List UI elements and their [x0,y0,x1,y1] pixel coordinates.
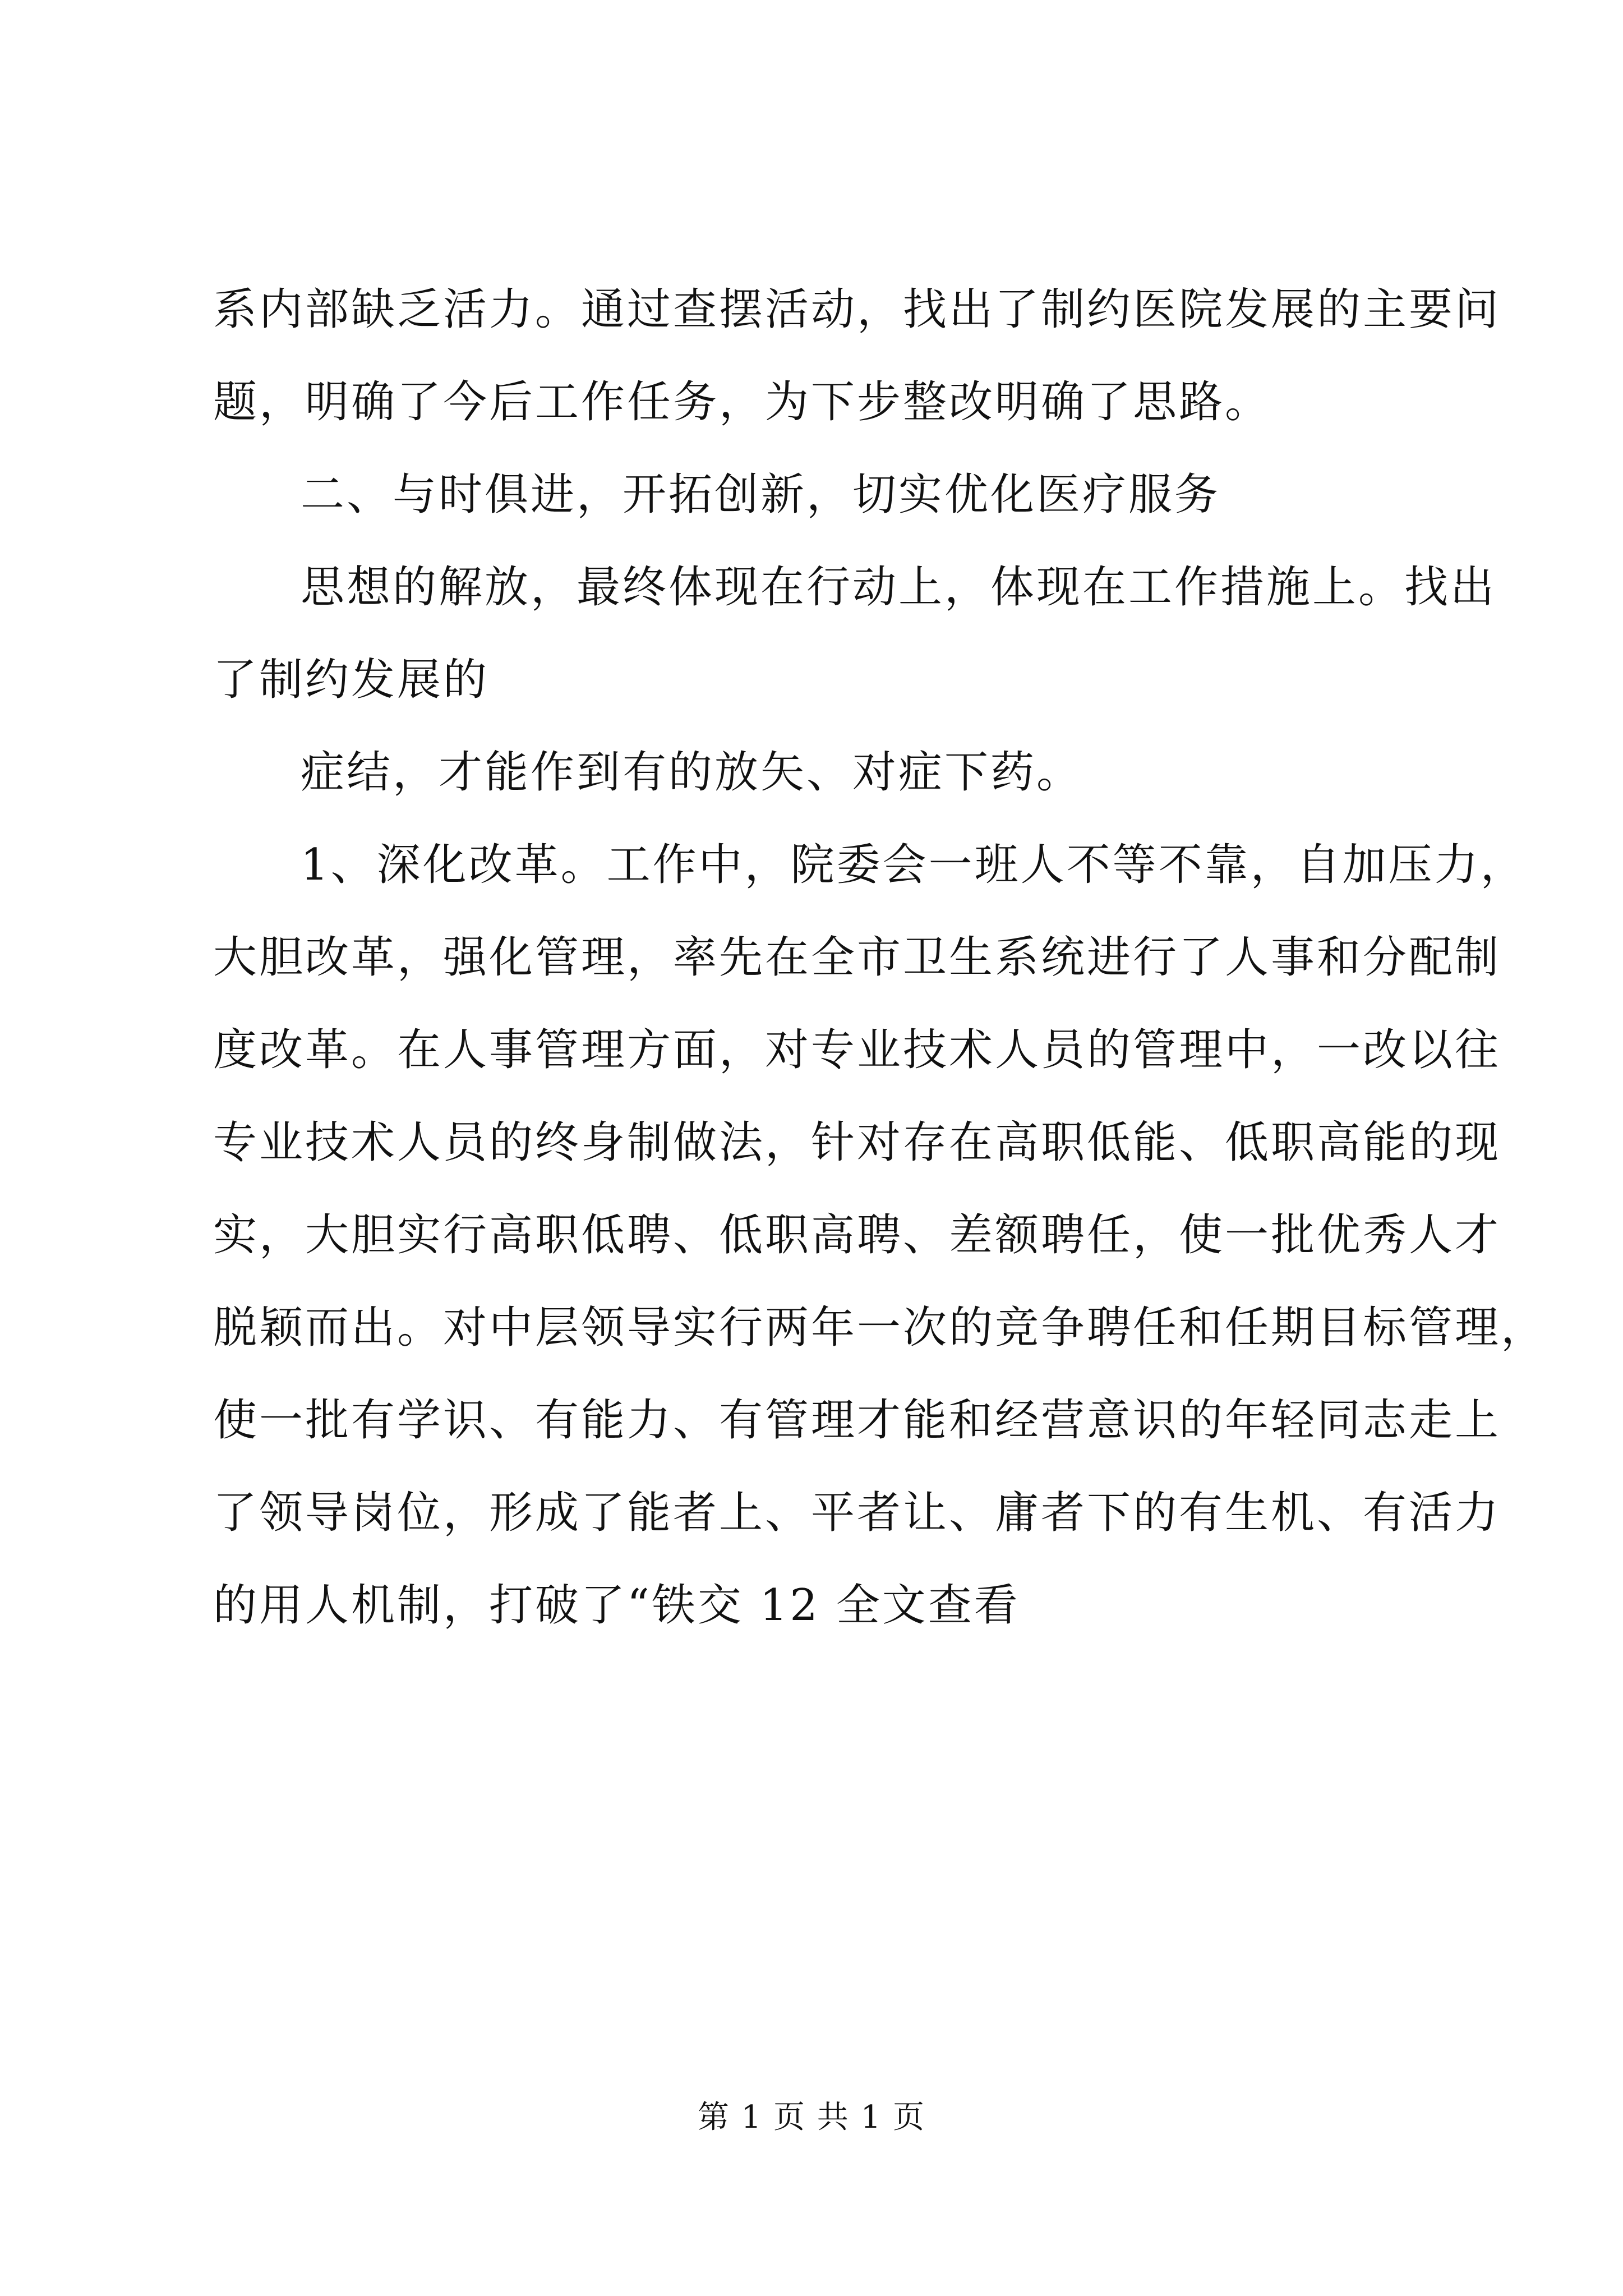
body-line: 使一批有学识、有能力、有管理才能和经营意识的年轻同志走上 [213,1395,1501,1446]
body-line: 思想的解放，最终体现在行动上，体现在工作措施上。找出 [301,562,1497,613]
body-line: 的用人机制，打破了“铁交 12 全文查看 [213,1580,1020,1631]
section-heading: 二、与时俱进，开拓创新，切实优化医疗服务 [301,470,1221,520]
document-body [213,264,1547,1652]
page-number-footer: 第 1 页 共 1 页 [697,2099,926,2136]
body-line: 了制约发展的 [213,655,490,705]
body-line: 1、深化改革。工作中，院委会一班人不等不靠，自加压力， [301,840,1527,890]
body-line: 脱颖而出。对中层领导实行两年一次的竞争聘任和任期目标管理， [213,1303,1547,1353]
body-line: 度改革。在人事管理方面，对专业技术人员的管理中，一改以往 [213,1025,1501,1075]
body-line: 题，明确了今后工作任务，为下步整改明确了思路。 [213,377,1271,427]
body-line: 系内部缺乏活力。通过查摆活动，找出了制约医院发展的主要问 [213,284,1501,335]
body-line: 专业技术人员的终身制做法，针对存在高职低能、低职高能的现 [213,1117,1501,1168]
body-line: 实，大胆实行高职低聘、低职高聘、差额聘任，使一批优秀人才 [213,1210,1501,1260]
body-line: 大胆改革，强化管理，率先在全市卫生系统进行了人事和分配制 [213,932,1501,983]
body-line: 了领导岗位，形成了能者上、平者让、庸者下的有生机、有活力 [213,1488,1501,1538]
body-line: 症结，才能作到有的放矢、对症下药。 [301,747,1083,798]
